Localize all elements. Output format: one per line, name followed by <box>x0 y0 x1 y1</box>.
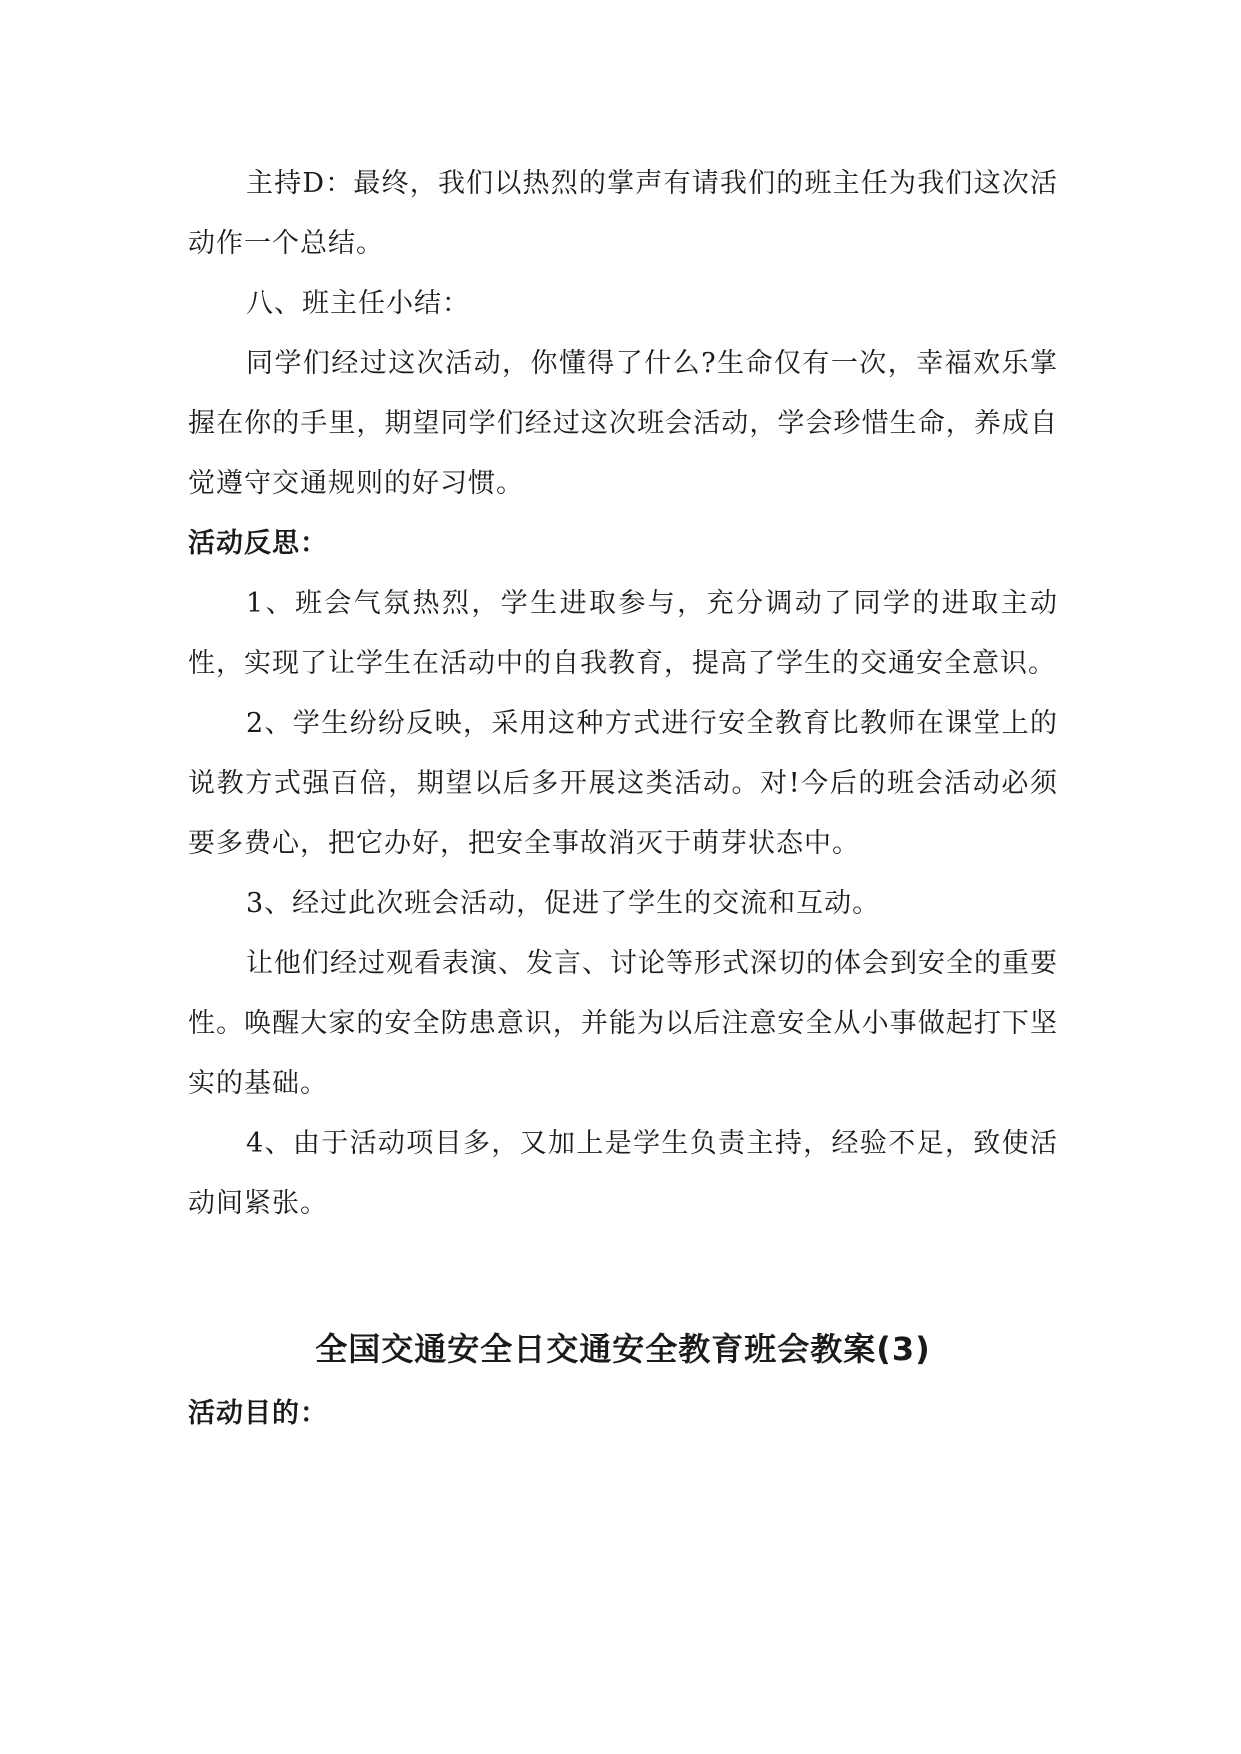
document-page <box>188 154 1058 1444</box>
section-spacer <box>188 1234 1058 1314</box>
section-heading-summary: 八、班主任小结： <box>246 288 470 319</box>
paragraph-summary: 同学们经过这次活动，你懂得了什么?生命仅有一次，幸福欢乐掌握在你的手里，期望同学们经过这次班会活动，学会珍惜生命，养成自觉遵守交通规则的好习惯。 <box>188 348 1058 499</box>
document-title: 全国交通安全日交通安全教育班会教案(3) <box>315 1330 931 1368</box>
reflection-heading: 活动反思： <box>188 528 328 559</box>
reflection-item-2: 2、学生纷纷反映，采用这种方式进行安全教育比教师在课堂上的说教方式强百倍，期望以后多开展这类活动。对!今后的班会活动必须要多费心，把它办好，把安全事故消灭于萌芽状态中。 <box>188 708 1058 859</box>
reflection-item-3: 3、经过此次班会活动，促进了学生的交流和互动。 <box>246 888 881 919</box>
reflection-item-3-detail: 让他们经过观看表演、发言、讨论等形式深切的体会到安全的重要性。唤醒大家的安全防患意识，并能为以后注意安全从小事做起打下坚实的基础。 <box>188 948 1058 1099</box>
paragraph-host-d: 主持D：最终，我们以热烈的掌声有请我们的班主任为我们这次活动作一个总结。 <box>188 168 1058 259</box>
reflection-item-1: 1、班会气氛热烈，学生进取参与，充分调动了同学的进取主动性，实现了让学生在活动中的自我教育，提高了学生的交通安全意识。 <box>188 588 1058 679</box>
reflection-item-4: 4、由于活动项目多，又加上是学生负责主持，经验不足，致使活动间紧张。 <box>188 1128 1058 1219</box>
purpose-heading: 活动目的： <box>188 1398 328 1429</box>
